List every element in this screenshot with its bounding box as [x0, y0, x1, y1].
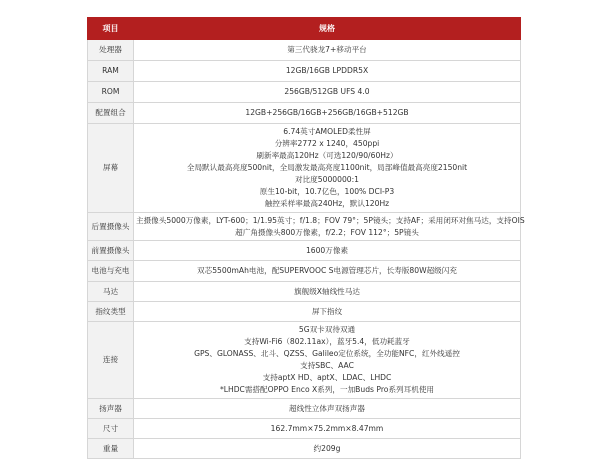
row-label: 重量: [88, 439, 134, 459]
value-line: 6.74英寸AMOLED柔性屏: [283, 127, 371, 136]
table-row: [88, 103, 521, 124]
table-row: [88, 213, 521, 241]
value-line: 12GB/16GB LPDDR5X: [285, 66, 369, 75]
row-label: 电池与充电: [88, 261, 134, 282]
table-row: [88, 399, 521, 419]
value-line: 支持Wi-Fi6（802.11ax），蓝牙5.4，低功耗蓝牙: [244, 337, 410, 346]
value-line: 触控采样率最高240Hz，默认120Hz: [264, 199, 390, 208]
table-header-row: [88, 18, 521, 40]
row-value: [134, 82, 521, 103]
row-value: [134, 282, 521, 302]
row-value: [134, 124, 521, 213]
table-row: [88, 82, 521, 103]
value-line: 全局默认最高亮度500nit，全局激发最高亮度1100nit，局部峰值最高亮度2150nit: [186, 163, 468, 172]
value-line: 主摄像头5000万像素，LYT-600；1/1.95英寸；f/1.8；FOV 79°；5P镜头；支持AF；采用闭环对焦马达，支持OIS: [136, 215, 525, 225]
row-label: 扬声器: [88, 399, 134, 419]
table-row: [88, 322, 521, 399]
row-value: [134, 322, 521, 399]
value-line: 5G双卡双待双通: [298, 325, 356, 334]
header-spec: 规格: [134, 18, 521, 40]
value-line: 旗舰级X轴线性马达: [294, 286, 360, 296]
table-row: [88, 261, 521, 282]
row-label: 配置组合: [88, 103, 134, 124]
value-line: 256GB/512GB UFS 4.0: [284, 87, 370, 96]
row-label: ROM: [88, 82, 134, 103]
row-value: [134, 40, 521, 61]
value-line: 162.7mm×75.2mm×8.47mm: [270, 423, 384, 433]
value-line: 12GB+256GB/16GB+256GB/16GB+512GB: [245, 108, 409, 117]
table-row: [88, 124, 521, 213]
row-label: 尺寸: [88, 419, 134, 439]
row-label: 处理器: [88, 40, 134, 61]
row-value: [134, 399, 521, 419]
row-label: 指纹类型: [88, 302, 134, 322]
row-label: 前置摄像头: [88, 241, 134, 261]
row-value: [134, 261, 521, 282]
value-line: 双芯5500mAh电池，配SUPERVOOC S电源管理芯片，长寿版80W超级闪充: [197, 266, 457, 275]
value-line: 支持SBC、AAC: [300, 361, 354, 370]
row-value: [134, 61, 521, 82]
value-line: 原生10-bit，10.7亿色，100% DCI-P3: [259, 187, 395, 196]
row-value: [134, 213, 525, 241]
value-line: 约209g: [313, 443, 341, 453]
table-row: [88, 302, 521, 322]
row-label: 后置摄像头: [88, 213, 134, 241]
row-value: [134, 302, 521, 322]
table-row: [88, 61, 521, 82]
spec-table-body: [88, 40, 525, 459]
value-line: 支持aptX HD、aptX、LDAC、LHDC: [262, 373, 392, 382]
row-label: 屏幕: [88, 124, 134, 213]
row-value: [134, 241, 521, 261]
value-line: 分辨率2772 x 1240，450ppi: [274, 139, 380, 148]
value-line: 屏下指纹: [311, 306, 343, 316]
row-label: 马达: [88, 282, 134, 302]
row-value: [134, 419, 521, 439]
table-row: [88, 241, 521, 261]
table-row: [88, 282, 521, 302]
header-item: 项目: [88, 18, 134, 40]
value-line: GPS、GLONASS、北斗、QZSS、Galileo定位系统，全功能NFC，红外线遥控: [194, 349, 460, 358]
row-value: [134, 103, 521, 124]
value-line: 超线性立体声双扬声器: [289, 403, 365, 413]
value-line: 对比度5000000:1: [295, 175, 359, 184]
spec-table: [87, 17, 525, 459]
table-row: [88, 40, 521, 61]
value-line: *LHDC需搭配OPPO Enco X系列，一加Buds Pro系列耳机使用: [219, 385, 435, 394]
table-row: [88, 439, 521, 459]
value-line: 1600万像素: [305, 245, 349, 255]
value-line: 刷新率最高120Hz（可选120/90/60Hz）: [256, 151, 398, 160]
table-row: [88, 419, 521, 439]
value-line: 超广角摄像头800万像素，f/2.2；FOV 112°；5P镜头: [235, 227, 419, 237]
value-line: 第三代骁龙7+移动平台: [287, 45, 367, 54]
row-label: 连接: [88, 322, 134, 399]
row-value: [134, 439, 521, 459]
row-label: RAM: [88, 61, 134, 82]
